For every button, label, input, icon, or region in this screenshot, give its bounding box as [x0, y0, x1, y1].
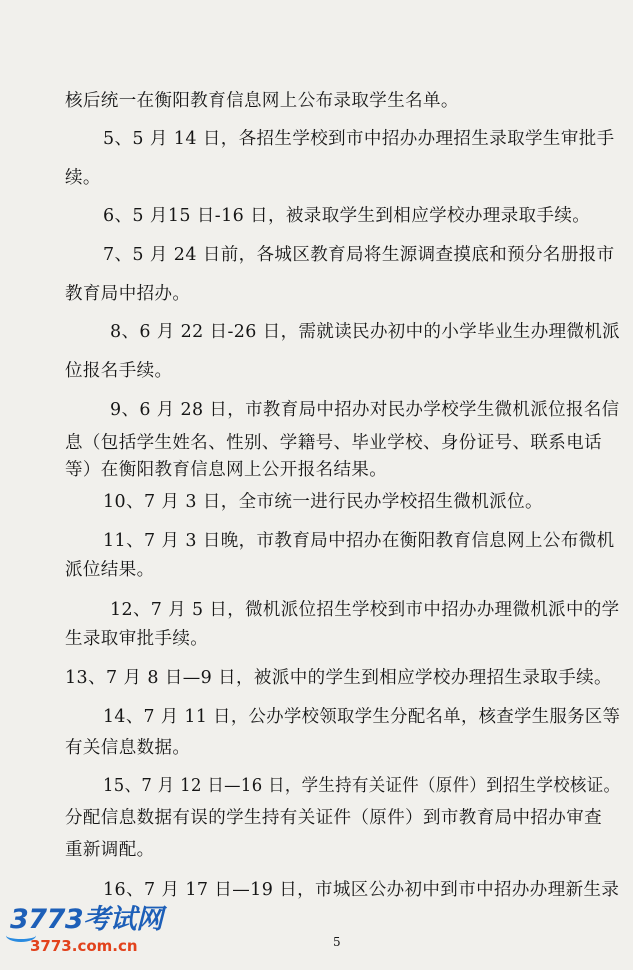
watermark-url: 3773.com.cn: [30, 937, 138, 955]
text-line: 7、5 月 24 日前，各城区教育局将生源调查摸底和预分名册报市: [103, 245, 615, 265]
watermark: [6, 905, 186, 961]
text-line: 续。: [65, 168, 101, 188]
text-line: 9、6 月 28 日，市教育局中招办对民办学校学生微机派位报名信: [110, 400, 620, 420]
page-number: 5: [333, 935, 341, 949]
text-line: 13、7 月 8 日—9 日，被派中的学生到相应学校办理招生录取手续。: [65, 668, 612, 688]
text-line: 12、7 月 5 日，微机派位招生学校到市中招办办理微机派中的学: [110, 600, 620, 620]
text-line: 5、5 月 14 日，各招生学校到市中招办办理招生录取学生审批手: [103, 129, 615, 149]
text-line: 教育局中招办。: [65, 284, 191, 304]
watermark-logo: 3773考试网: [10, 904, 163, 935]
text-line: 16、7 月 17 日—19 日，市城区公办初中到市中招办办理新生录: [103, 880, 620, 900]
text-line: 派位结果。: [65, 560, 155, 580]
text-line: 11、7 月 3 日晚，市教育局中招办在衡阳教育信息网上公布微机: [103, 531, 615, 551]
text-line: 8、6 月 22 日-26 日，需就读民办初中的小学毕业生办理微机派: [110, 322, 621, 342]
text-line: 位报名手续。: [65, 361, 173, 381]
text-line: 息（包括学生姓名、性别、学籍号、毕业学校、身份证号、联系电话: [65, 433, 602, 453]
text-line: 15、7 月 12 日—16 日，学生持有关证件（原件）到招生学校核证。: [103, 776, 621, 796]
text-line: 分配信息数据有误的学生持有关证件（原件）到市教育局中招办审查: [65, 808, 602, 828]
text-line: 重新调配。: [65, 840, 155, 860]
text-line: 核后统一在衡阳教育信息网上公布录取学生名单。: [65, 91, 459, 111]
text-line: 等）在衡阳教育信息网上公开报名结果。: [65, 460, 388, 480]
text-line: 6、5 月15 日-16 日，被录取学生到相应学校办理录取手续。: [103, 206, 591, 226]
text-line: 生录取审批手续。: [65, 629, 209, 649]
text-line: 14、7 月 11 日，公办学校领取学生分配名单，核查学生服务区等: [103, 707, 621, 727]
text-line: 有关信息数据。: [65, 738, 191, 758]
text-line: 10、7 月 3 日，全市统一进行民办学校招生微机派位。: [103, 492, 543, 512]
